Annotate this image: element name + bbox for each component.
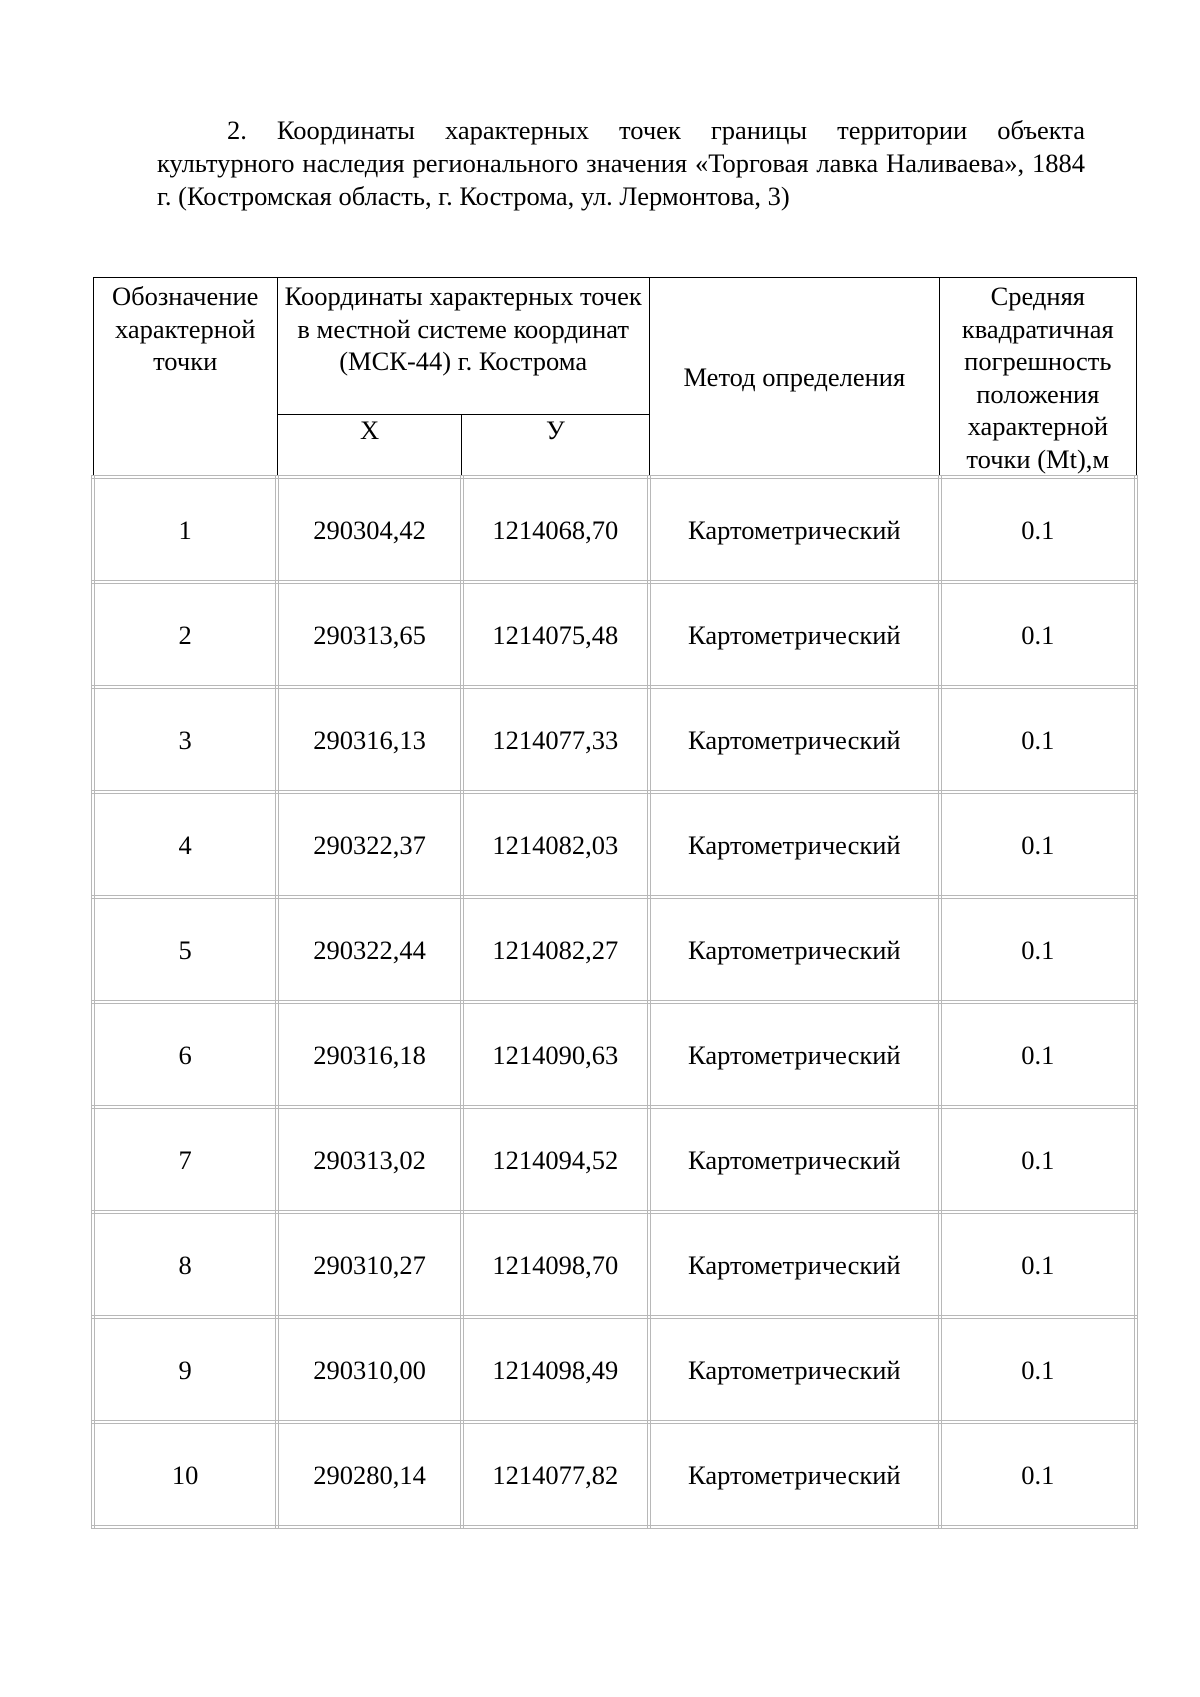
cell-x: 290310,27	[277, 1212, 461, 1317]
cell-y: 1214098,70	[462, 1212, 649, 1317]
cell-point: 7	[93, 1107, 277, 1212]
coordinates-table	[91, 277, 1138, 1529]
header-x: Х	[277, 415, 461, 478]
cell-x: 290313,02	[277, 1107, 461, 1212]
cell-method: Картометрический	[649, 477, 940, 582]
cell-y: 1214082,03	[462, 792, 649, 897]
table-row	[93, 897, 1136, 1002]
cell-x: 290322,44	[277, 897, 461, 1002]
table-row	[93, 1002, 1136, 1107]
cell-y: 1214094,52	[462, 1107, 649, 1212]
cell-point: 9	[93, 1317, 277, 1422]
cell-method: Картометрический	[649, 792, 940, 897]
cell-method: Картометрический	[649, 1212, 940, 1317]
cell-method: Картометрический	[649, 1002, 940, 1107]
cell-y: 1214082,27	[462, 897, 649, 1002]
cell-y: 1214068,70	[462, 477, 649, 582]
header-method: Метод определения	[649, 278, 940, 478]
header-point: Обозначение характерной точки	[93, 278, 277, 478]
cell-error: 0.1	[940, 1422, 1136, 1527]
cell-point: 8	[93, 1212, 277, 1317]
cell-method: Картометрический	[649, 897, 940, 1002]
cell-point: 5	[93, 897, 277, 1002]
cell-error: 0.1	[940, 477, 1136, 582]
cell-error: 0.1	[940, 1002, 1136, 1107]
cell-y: 1214077,82	[462, 1422, 649, 1527]
cell-method: Картометрический	[649, 687, 940, 792]
cell-point: 3	[93, 687, 277, 792]
cell-method: Картометрический	[649, 582, 940, 687]
cell-error: 0.1	[940, 1107, 1136, 1212]
cell-error: 0.1	[940, 1317, 1136, 1422]
cell-error: 0.1	[940, 897, 1136, 1002]
table-row	[93, 1107, 1136, 1212]
cell-x: 290313,65	[277, 582, 461, 687]
cell-y: 1214077,33	[462, 687, 649, 792]
cell-x: 290280,14	[277, 1422, 461, 1527]
cell-point: 10	[93, 1422, 277, 1527]
header-coordinates: Координаты характерных точек в местной системе координат (МСК-44) г. Кострома	[277, 278, 649, 415]
cell-y: 1214090,63	[462, 1002, 649, 1107]
cell-error: 0.1	[940, 582, 1136, 687]
cell-point: 1	[93, 477, 277, 582]
cell-x: 290310,00	[277, 1317, 461, 1422]
table-row	[93, 1212, 1136, 1317]
cell-x: 290316,13	[277, 687, 461, 792]
cell-y: 1214075,48	[462, 582, 649, 687]
table-row	[93, 477, 1136, 582]
table-body	[93, 477, 1136, 1527]
cell-method: Картометрический	[649, 1317, 940, 1422]
cell-point: 2	[93, 582, 277, 687]
cell-error: 0.1	[940, 792, 1136, 897]
cell-x: 290304,42	[277, 477, 461, 582]
document-heading: 2. Координаты характерных точек границы территории объекта культурного наследия регионального значения «Торговая лавка Наливаева», 1884 г. (Костромская область, г. Кострома, ул. Лермонтова, 3)	[157, 115, 1085, 211]
table-row	[93, 1422, 1136, 1527]
header-error: Средняя квадратичная погрешность положения характерной точки (Mt),м	[940, 278, 1136, 478]
header-y: У	[462, 415, 649, 478]
cell-method: Картометрический	[649, 1422, 940, 1527]
table-row	[93, 687, 1136, 792]
cell-x: 290316,18	[277, 1002, 461, 1107]
table-row	[93, 792, 1136, 897]
table-row	[93, 1317, 1136, 1422]
cell-error: 0.1	[940, 1212, 1136, 1317]
cell-y: 1214098,49	[462, 1317, 649, 1422]
cell-x: 290322,37	[277, 792, 461, 897]
table-header	[93, 278, 1136, 478]
cell-error: 0.1	[940, 687, 1136, 792]
cell-point: 6	[93, 1002, 277, 1107]
cell-method: Картометрический	[649, 1107, 940, 1212]
table-row	[93, 582, 1136, 687]
cell-point: 4	[93, 792, 277, 897]
